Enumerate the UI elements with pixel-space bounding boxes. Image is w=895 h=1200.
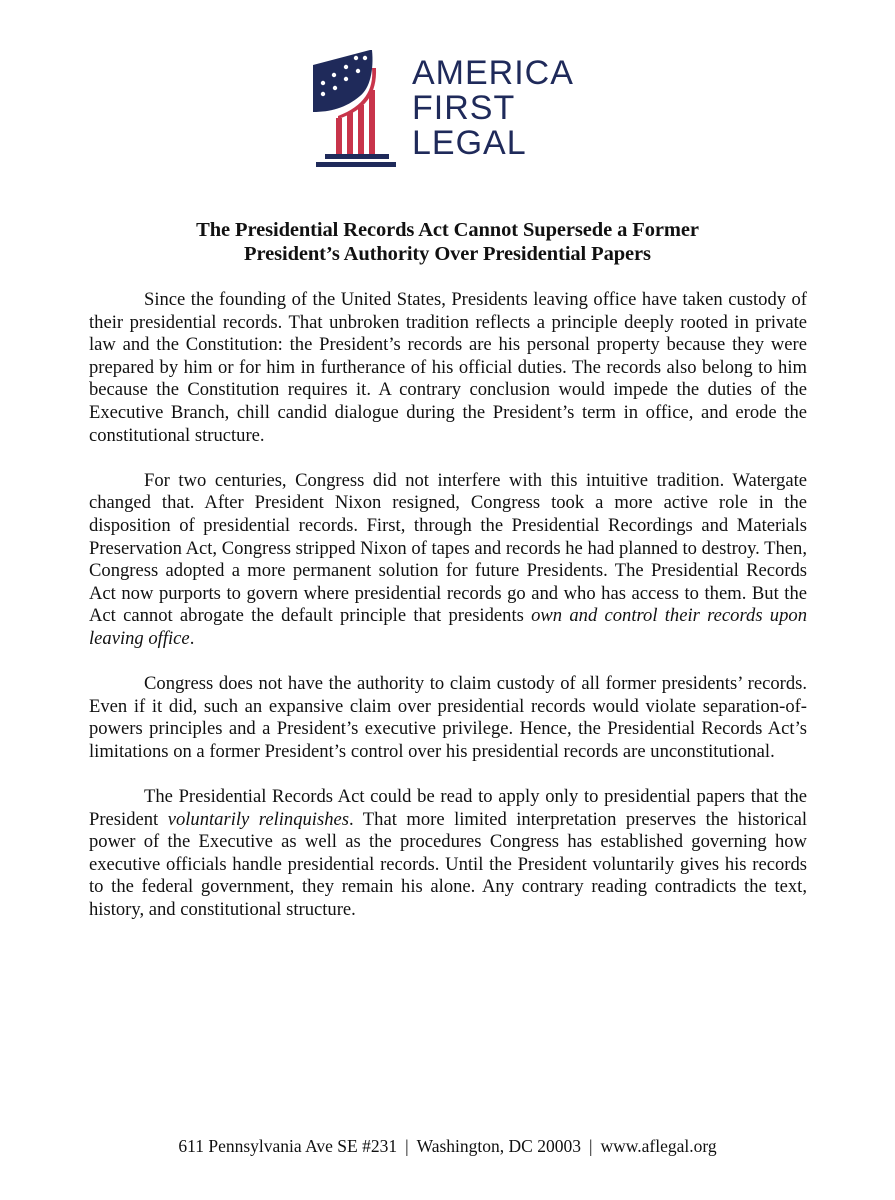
footer-separator: | (405, 1136, 409, 1156)
organization-logo (308, 50, 574, 168)
paragraph-1 (89, 289, 807, 447)
paragraph-4-italic: voluntarily relinquishes (167, 808, 349, 830)
document-body (89, 289, 807, 944)
paragraph-1-text: Since the founding of the United States, Presidents leaving office have taken custody of their presidential records. That unbroken tradition reflects a principle deeply rooted in private law and the Constitution: the President’s records are his personal property because they were prepared by him or for him in furtherance of his official duties. The records also belong to him because the Constitution requires it. A contrary conclusion would impede the duties of the Executive Branch, chill candid dialogue during the President’s term in office, and erode the constitutional structure. (89, 289, 807, 446)
title-line-2: President’s Authority Over Presidential Papers (244, 243, 651, 265)
footer-separator: | (588, 1136, 593, 1156)
footer-address: 611 Pennsylvania Ave SE #231 (178, 1136, 398, 1156)
logo-line-first: FIRST (412, 89, 516, 127)
column-flag-icon (308, 50, 403, 168)
paragraph-2-italic: own and control their records upon leaving office (89, 605, 807, 649)
paragraph-2-end: . (189, 627, 195, 649)
title-line-1: The Presidential Records Act Cannot Supersede a Former (196, 219, 699, 241)
logo-line-america: AMERICA (412, 54, 574, 92)
logo-wordmark (412, 56, 574, 161)
paragraph-3 (89, 673, 807, 763)
paragraph-2 (89, 470, 807, 651)
paragraph-4-text: The Presidential Records Act could be read to apply only to presidential papers that the President (89, 786, 807, 830)
footer-contact (0, 1135, 895, 1157)
paragraph-4 (89, 786, 807, 922)
footer-city: Washington, DC 20003 (416, 1136, 581, 1156)
paragraph-3-text: Congress does not have the authority to claim custody of all former presidents’ records. Even if it did, such an expansive claim over presidential records would violate separation-of-powers principles and a President’s executive privilege. Hence, the Presidential Records Act’s limitations on a former President’s control over his presidential records are unconstitutional. (89, 673, 807, 762)
paragraph-2-text: For two centuries, Congress did not interfere with this intuitive tradition. Watergate changed that. After President Nixon resigned, Congress took a more active role in the disposition of presidential records. First, through the Presidential Recordings and Materials Preservation Act, Congress stripped Nixon of tapes and records he had planned to destroy. Then, Congress adopted a more permanent solution for future Presidents. The Presidential Records Act now purports to govern where presidential records go and who has access to them. But the Act cannot abrogate the default principle that presidents (89, 469, 807, 627)
footer-website-link[interactable]: www.aflegal.org (600, 1136, 717, 1156)
paragraph-4-end: . That more limited interpretation preserves the historical power of the Executive as well as the procedures Congress has established governing how executive officials handle presidential records. Until the President voluntarily gives his records to the federal government, they remain his alone. Any contrary reading contradicts the text, history, and constitutional structure. (89, 808, 807, 921)
document-title (0, 218, 895, 266)
logo-line-legal: LEGAL (412, 124, 527, 162)
